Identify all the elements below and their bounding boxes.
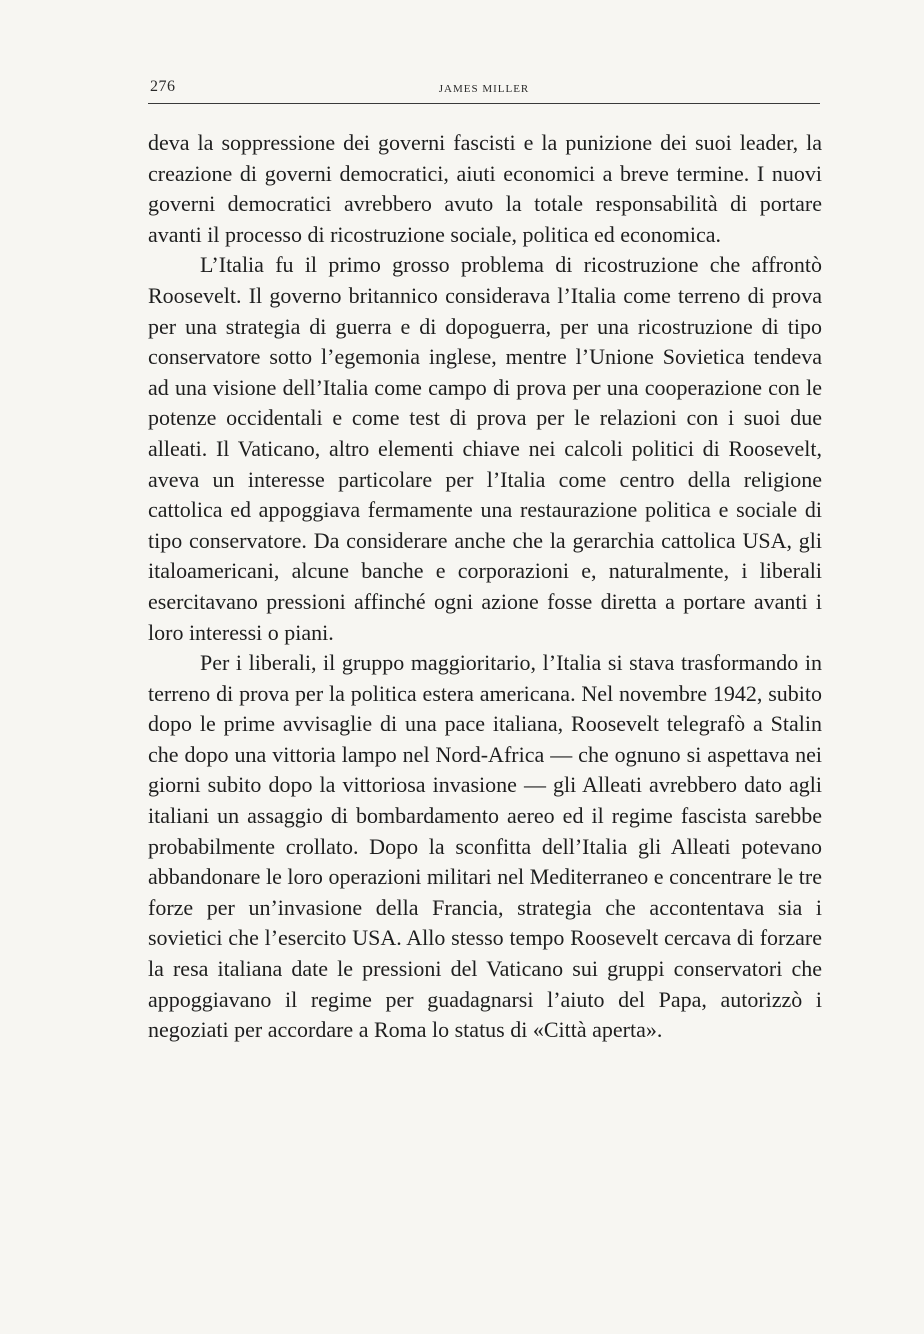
header-rule <box>148 103 820 104</box>
paragraph-1: deva la soppressione dei governi fascisti e la punizione dei suoi leader, la creazione di governi democratici, aiuti economici a breve termine. I nuovi governi democratici avrebbero avuto la totale responsabilità di portare avanti il processo di ricostruzione sociale, politica ed economica. <box>148 130 822 247</box>
running-head: JAMES MILLER <box>438 83 530 95</box>
paragraph-2: L’Italia fu il primo grosso problema di ricostruzione che affrontò Roosevelt. Il governo britannico considerava l’Italia come terreno di prova per una strategia di guerra e di dopoguerra, per una ricostruzione di tipo conservatore sotto l’egemonia inglese, mentre l’Unione Sovietica tendeva ad una visione dell’Italia come campo di prova per una cooperazione con le potenze occidentali e come test di prova per le relazioni con i suoi due alleati. Il Vaticano, altro elementi chiave nei calcoli politici di Roosevelt, aveva un interesse particolare per l’Italia come centro della religione cattolica ed appoggiava fermamente una restaurazione politica e sociale di tipo conservatore. Da considerare anche che la gerarchia cattolica USA, gli italoamericani, alcune banche e corporazioni e, naturalmente, i liberali esercitavano pressioni affinché ogni azione fosse diretta a portare avanti i loro interessi o piani. <box>148 252 822 645</box>
page-number: 276 <box>150 78 176 95</box>
body-text <box>148 128 822 1046</box>
paragraph-3: Per i liberali, il gruppo maggioritario, l’Italia si stava trasformando in terreno di prova per la politica estera americana. Nel novembre 1942, subito dopo le prime avvisaglie di una pace italiana, Roosevelt telegrafò a Stalin che dopo una vittoria lampo nel Nord-Africa — che ognuno si aspettava nei giorni subito dopo la vittoriosa invasione — gli Alleati avrebbero dato agli italiani un assaggio di bombardamento aereo ed il regime fascista sarebbe probabilmente crollato. Dopo la sconfitta dell’Italia gli Alleati potevano abbandonare le loro operazioni militari nel Mediterraneo e concentrare le tre forze per un’invasione della Francia, strategia che accontentava sia i sovietici che l’esercito USA. Allo stesso tempo Roosevelt cercava di forzare la resa italiana date le pressioni del Vaticano sui gruppi conservatori che appoggiavano il regime per guadagnarsi l’aiuto del Papa, autorizzò i negoziati per accordare a Roma lo status di «Città aperta». <box>148 650 822 1043</box>
page-header <box>148 72 820 100</box>
